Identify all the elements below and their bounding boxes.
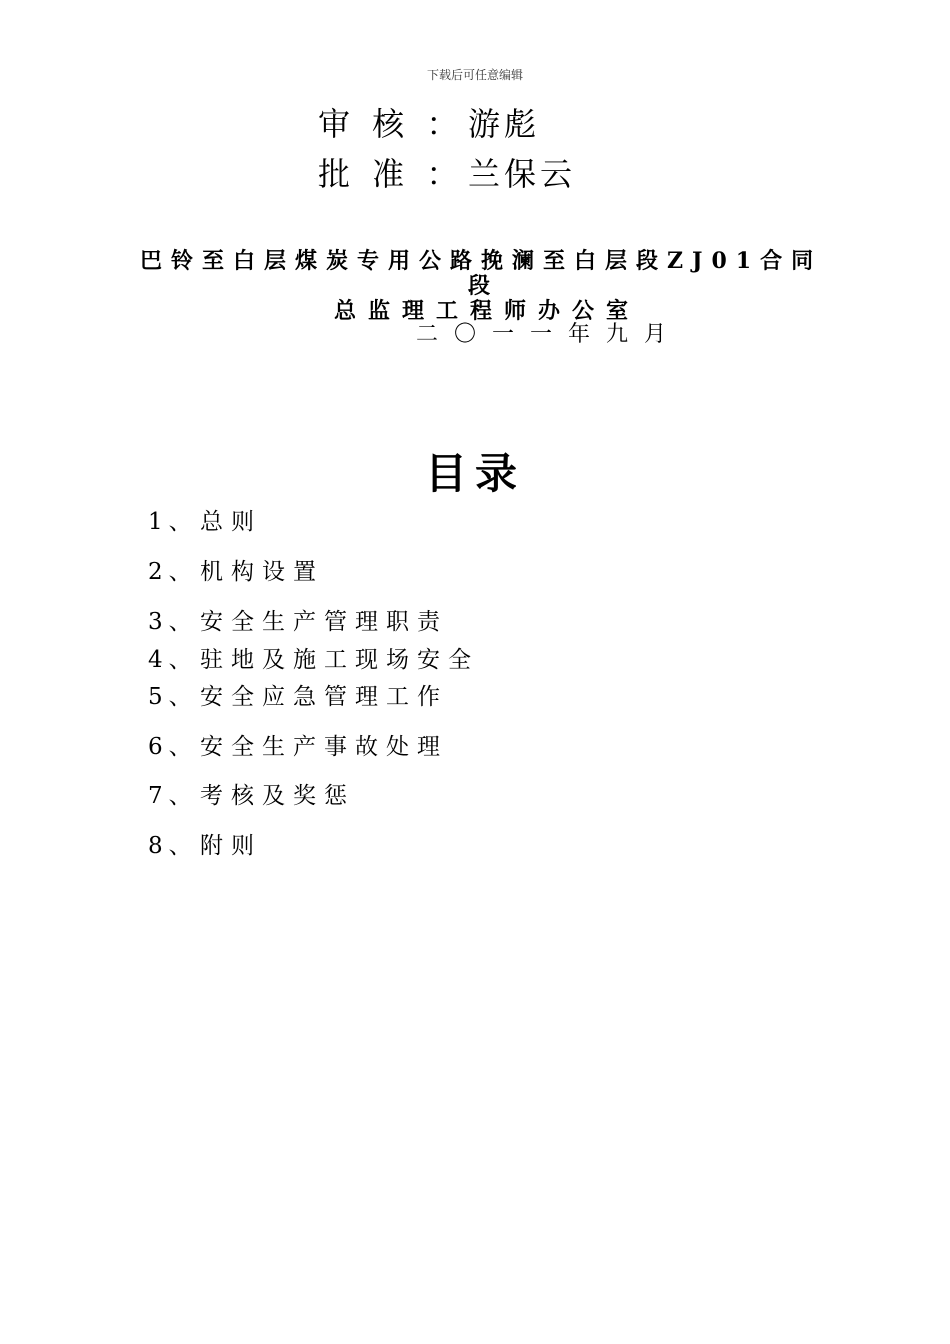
review-name: 游彪 <box>468 105 541 143</box>
toc-item-number: 6、 <box>148 734 198 760</box>
toc-item-text: 机构设置 <box>200 559 324 585</box>
toc-item-number: 7、 <box>148 783 198 809</box>
header-note: 下载后可任意编辑 <box>426 68 523 82</box>
document-date: 二〇一一年九月 <box>416 322 683 347</box>
approve-row <box>318 154 576 194</box>
toc-item <box>148 832 262 860</box>
toc-item <box>148 508 262 536</box>
toc-item-number: 3、 <box>148 609 198 635</box>
toc-item <box>148 683 448 711</box>
toc-item-text: 安全生产管理职责 <box>200 609 448 635</box>
toc-item <box>148 733 448 761</box>
organization-line-1: 巴铃至白层煤炭专用公路挽澜至白层段ZJ01合同 <box>140 248 823 274</box>
toc-item-number: 8、 <box>148 833 198 859</box>
toc-item-text: 附则 <box>200 833 262 859</box>
toc-item <box>148 782 355 810</box>
toc-item-text: 驻地及施工现场安全 <box>200 647 479 673</box>
approve-name: 兰保云 <box>468 155 577 193</box>
toc-item <box>148 608 448 636</box>
toc-item-text: 安全应急管理工作 <box>200 684 448 710</box>
toc-item-text: 安全生产事故处理 <box>200 734 448 760</box>
toc-item <box>148 646 479 674</box>
toc-item-text: 考核及奖惩 <box>200 783 355 809</box>
toc-item-number: 2、 <box>148 559 198 585</box>
organization-line-1-continued: 段 <box>468 273 491 299</box>
organization-office: 总监理工程师办公室 <box>334 298 641 324</box>
toc-item-number: 5、 <box>148 684 198 710</box>
toc-item <box>148 558 324 586</box>
approve-label: 批 准 ： <box>318 155 465 193</box>
toc-item-text: 总则 <box>200 509 262 535</box>
review-row <box>318 104 540 144</box>
toc-item-number: 4、 <box>148 647 198 673</box>
toc-title: 目录 <box>424 449 525 498</box>
review-label: 审 核 ： <box>318 105 465 143</box>
toc-item-number: 1、 <box>148 509 198 535</box>
